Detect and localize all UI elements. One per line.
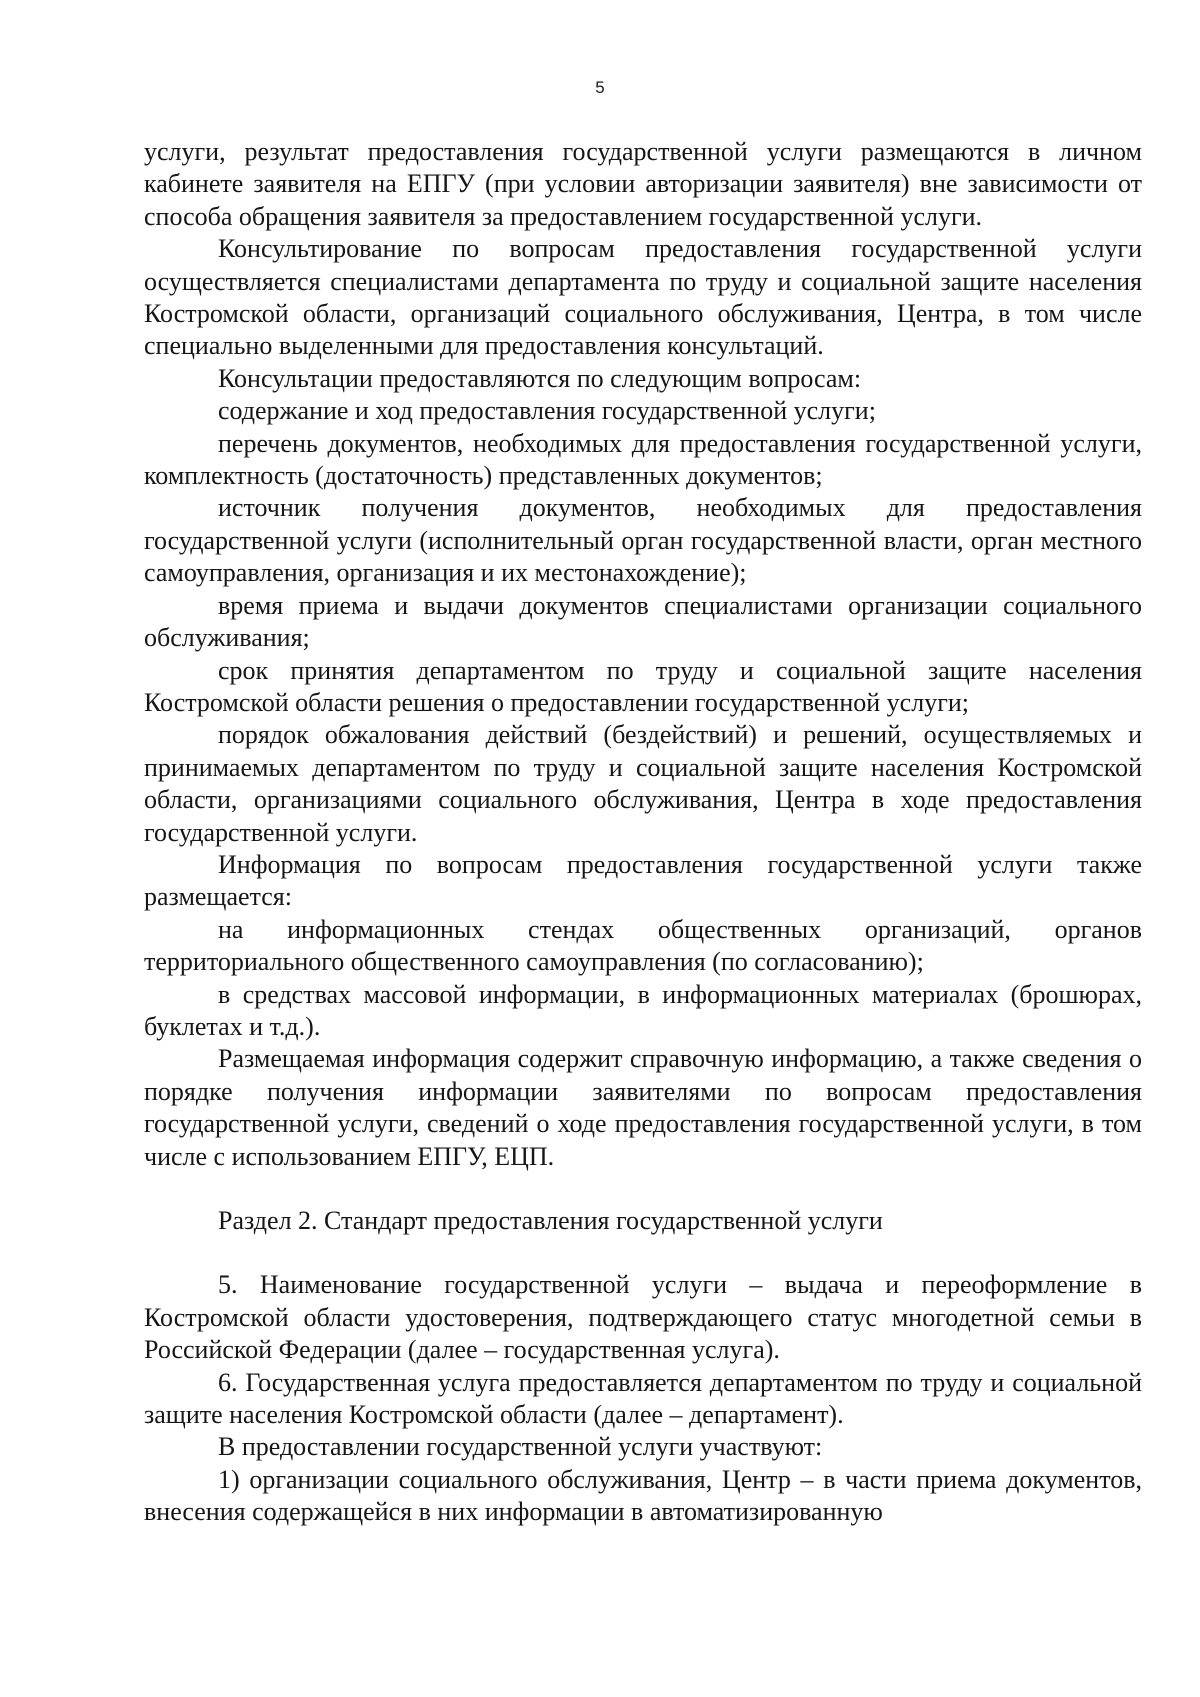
list-item: в средствах массовой информации, в информационных материалах (брошюрах, буклетах и т.д.). <box>144 979 1142 1041</box>
list-item: срок принятия департаментом по труду и социальной защите населения Костромской области решения о предоставлении государственной услуги; <box>144 655 1142 717</box>
document-body <box>144 136 1142 1529</box>
list-item: перечень документов, необходимых для предоставления государственной услуги, комплектность (достаточность) представленных документов; <box>144 428 1142 491</box>
numbered-paragraph: 5. Наименование государственной услуги – выдача и переоформление в Костромской области удостоверения, подтверждающего статус многодетной семьи в Российской Федерации (далее – государственная услуга). <box>144 1270 1142 1365</box>
section-heading: Раздел 2. Стандарт предоставления государственной услуги <box>218 1206 883 1235</box>
paragraph: Размещаемая информация содержит справочную информацию, а также сведения о порядке получения информации заявителями по вопросам предоставления государственной услуги, сведений о ходе предоставления государственной услуги, в том числе с использованием ЕПГУ, ЕЦП. <box>144 1044 1142 1171</box>
list-item: на информационных стендах общественных организаций, органов территориального общественного самоуправления (по согласованию); <box>144 914 1142 977</box>
paragraph: Информация по вопросам предоставления государственной услуги также размещается: <box>144 849 1142 912</box>
page-number: 5 <box>595 78 605 97</box>
list-item: содержание и ход предоставления государственной услуги; <box>218 396 876 426</box>
paragraph: Консультации предоставляются по следующим вопросам: <box>218 363 862 393</box>
numbered-paragraph: 6. Государственная услуга предоставляется департаментом по труду и социальной защите населения Костромской области (далее – департамент). <box>144 1367 1142 1430</box>
list-item: время приема и выдачи документов специалистами организации социального обслуживания; <box>144 590 1142 653</box>
paragraph: Консультирование по вопросам предоставления государственной услуги осуществляется специалистами департамента по труду и социальной защите населения Костромской области, организаций социального обслуживания, Центра, в том числе специально выделенными для предоставления консультаций. <box>144 234 1142 361</box>
list-item: источник получения документов, необходимых для предоставления государственной услуги (исполнительный орган государственной власти, орган местного самоуправления, организация и их местонахождение); <box>144 493 1142 588</box>
list-item: порядок обжалования действий (бездействий) и решений, осуществляемых и принимаемых департаментом по труду и социальной защите населения Костромской области, организациями социального обслуживания, Центра в ходе предоставления государственной услуги. <box>144 720 1142 847</box>
paragraph-continuation: услуги, результат предоставления государственной услуги размещаются в личном кабинете заявителя на ЕПГУ (при условии авторизации заявителя) вне зависимости от способа обращения заявителя за предоставлением государственной услуги. <box>144 137 1142 231</box>
list-item: 1) организации социального обслуживания, Центр – в части приема документов, внесения содержащейся в них информации в автоматизированную <box>144 1464 1142 1527</box>
paragraph: В предоставлении государственной услуги участвуют: <box>218 1432 823 1462</box>
